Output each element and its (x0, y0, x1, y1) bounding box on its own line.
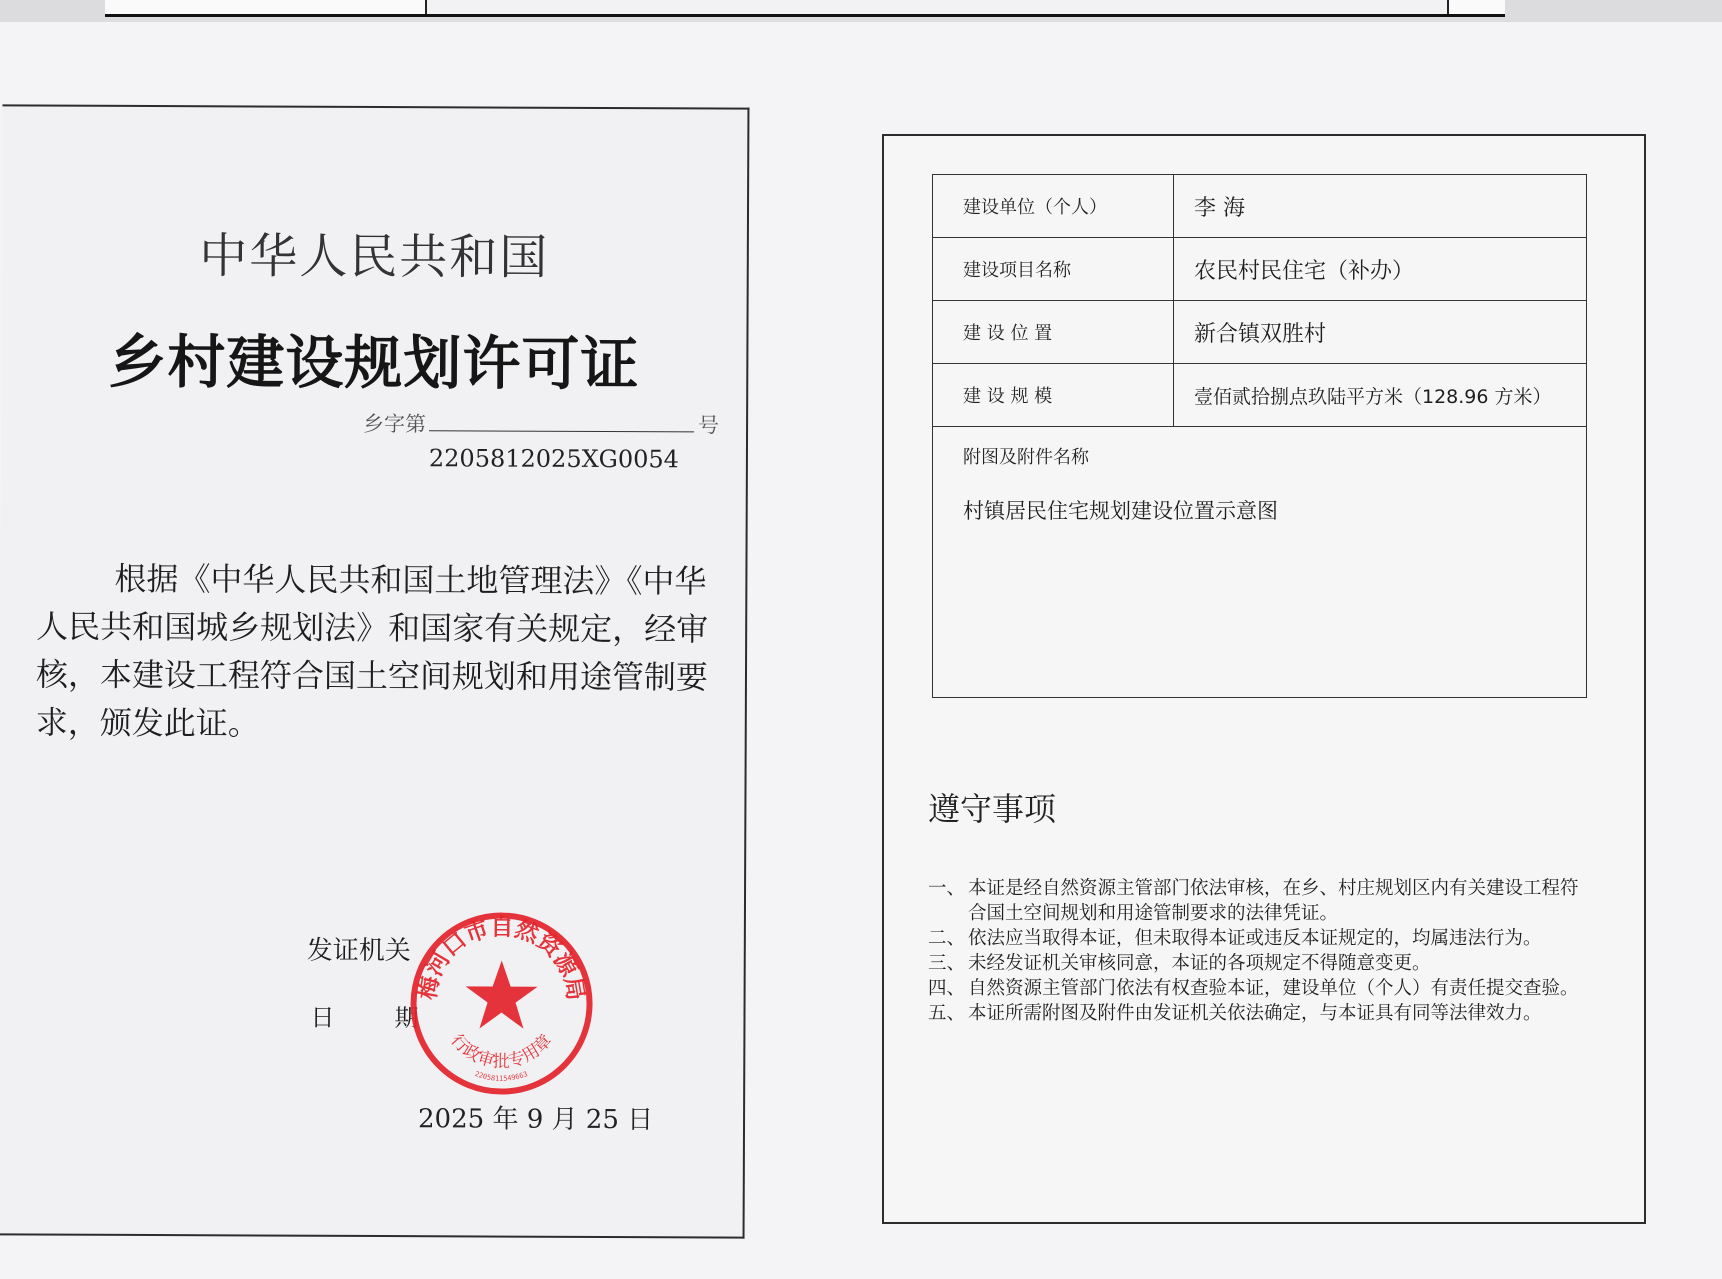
note-number: 三、 (928, 953, 966, 974)
number-underline (429, 430, 694, 432)
list-item (928, 951, 1588, 976)
certificate-back-page (882, 134, 1646, 1224)
row-label: 建 设 规 模 (933, 364, 1174, 427)
note-text: 本证所需附图及附件由发证机关依法确定，与本证具有同等法律效力。 (968, 1003, 1542, 1024)
note-text: 未经发证机关审核同意，本证的各项规定不得随意变更。 (968, 953, 1431, 974)
attachment-value: 村镇居民住宅规划建设位置示意图 (963, 499, 1278, 523)
issue-date: 2025 年 9 月 25 日 (417, 1104, 654, 1136)
note-text: 自然资源主管部门依法有权查验本证，建设单位（个人）有责任提交查验。 (968, 978, 1579, 999)
table-row (933, 364, 1587, 427)
certificate-number: 2205812025XG0054 (428, 444, 680, 474)
row-value: 农民村民住宅（补办） (1174, 238, 1587, 301)
seal-bottom-text: 行政审批专用章 (446, 1030, 557, 1072)
attachment-label: 附图及附件名称 (963, 447, 1089, 468)
list-item (928, 1001, 1588, 1026)
certificate-body-text: 根据《中华人民共和国土地管理法》《中华人民共和国城乡规划法》和国家有关规定，经审核，本建设工程符合国土空间规划和用途管制要求，颁发此证。 (35, 559, 709, 743)
date-label: 日期 (310, 1003, 479, 1033)
row-value: 壹佰贰拾捌点玖陆平方米（128.96 方米） (1174, 364, 1587, 427)
table-row (933, 175, 1587, 238)
table-row (933, 427, 1587, 698)
certificate-front-page (0, 104, 749, 1238)
note-number: 四、 (928, 978, 966, 999)
document-sheet (0, 22, 1722, 1279)
list-item (928, 976, 1588, 1001)
note-text: 本证是经自然资源主管部门依法审核，在乡、村庄规划区内有关建设工程符合国土空间规划和用途管制要求的法律凭证。 (968, 878, 1579, 924)
official-seal-stamp (406, 908, 597, 1099)
row-label: 建设单位（个人） (933, 175, 1174, 238)
list-item (928, 876, 1588, 926)
country-name: 中华人民共和国 (199, 228, 550, 286)
top-edge-strip (105, 0, 1505, 17)
list-item (928, 926, 1588, 951)
seal-star-icon (465, 960, 537, 1028)
table-row (933, 238, 1587, 301)
top-edge-gap (425, 0, 1449, 14)
note-number: 二、 (928, 928, 966, 949)
row-value: 李 海 (1174, 175, 1587, 238)
note-text: 依法应当取得本证，但未取得本证或违反本证规定的，均属违法行为。 (968, 928, 1542, 949)
seal-top-text: 梅河口市自然资源局 (414, 914, 589, 1003)
number-prefix: 乡字第 (363, 411, 427, 437)
notes-title: 遵守事项 (928, 790, 1057, 828)
row-value: 新合镇双胜村 (1174, 301, 1587, 364)
number-suffix: 号 (698, 413, 720, 438)
note-number: 一、 (928, 878, 966, 899)
issuer-label: 发证机关 (306, 935, 411, 967)
table-row (933, 301, 1587, 364)
row-label: 建 设 位 置 (933, 301, 1174, 364)
note-number: 五、 (928, 1003, 966, 1024)
row-label: 建设项目名称 (933, 238, 1174, 301)
certificate-title: 乡村建设规划许可证 (108, 327, 640, 399)
project-info-table (932, 174, 1587, 698)
seal-code-text: 2205811549663 (473, 1069, 529, 1083)
attachment-cell (933, 427, 1587, 698)
notes-list (928, 876, 1588, 1026)
